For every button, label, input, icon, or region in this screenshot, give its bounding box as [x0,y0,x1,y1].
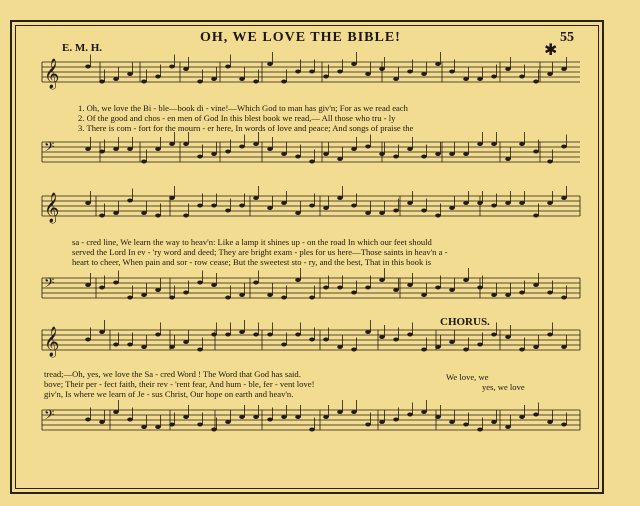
note-head [421,209,427,213]
note-head [113,281,119,285]
note-head [477,343,483,347]
note-head [421,410,427,414]
note-head [113,410,119,414]
bass-clef-icon: 𝄢 [44,407,55,426]
note-head [435,345,441,349]
note-head [449,288,455,292]
note-head [449,152,455,156]
note-head [99,150,105,154]
note-head [407,201,413,205]
note-head [127,343,133,347]
note-head [85,65,91,69]
note-head [281,152,287,156]
note-head [141,425,147,429]
note-head [183,291,189,295]
note-head [337,196,343,200]
note-head [379,278,385,282]
note-head [379,420,385,424]
note-head [85,418,91,422]
lyric-line: 2. Of the good and chos - en men of God In this blest book we read,— All those who tru - ly [78,113,396,123]
note-head [99,80,105,84]
note-head [281,296,287,300]
note-head [463,348,469,352]
note-head [393,338,399,342]
note-head [267,206,273,210]
note-head [547,72,553,76]
note-head [211,77,217,81]
note-head [281,415,287,419]
lyric-line: 1. Oh, we love the Bi - ble—book di - vine!—Which God to man has giv'n; For as we read each [78,103,408,113]
note-head [379,211,385,215]
note-head [421,293,427,297]
note-head [533,413,539,417]
note-head [309,296,315,300]
note-head [491,293,497,297]
note-head [491,75,497,79]
note-head [393,77,399,81]
note-head [309,428,315,432]
note-head [141,160,147,164]
note-head [505,335,511,339]
note-head [169,65,175,69]
note-head [267,293,273,297]
note-head [393,209,399,213]
note-head [533,345,539,349]
note-head [547,291,553,295]
note-head [491,420,497,424]
asterisk-icon: ✱ [544,42,558,59]
note-head [169,345,175,349]
lyric-line: giv'n, Is where we learn of Je - sus Christ, Our hope on earth and heav'n. [44,389,294,399]
note-head [127,418,133,422]
author-initials: E. M. H. [62,42,103,54]
note-head [561,196,567,200]
note-head [421,155,427,159]
note-head [197,80,203,84]
note-head [253,142,259,146]
hymn-title: OH, WE LOVE THE BIBLE! [200,30,401,45]
note-head [127,72,133,76]
note-head [463,201,469,205]
note-head [477,142,483,146]
note-head [337,157,343,161]
note-head [561,296,567,300]
note-head [519,142,525,146]
note-head [211,204,217,208]
note-head [337,410,343,414]
note-head [99,214,105,218]
note-head [519,201,525,205]
note-head [533,214,539,218]
note-head [407,283,413,287]
note-head [295,155,301,159]
note-head [211,283,217,287]
note-head [351,147,357,151]
note-head [491,333,497,337]
note-head [435,286,441,290]
lyric-line: 3. There is com - fort for the mourn - er here, In words of love and peace; And songs of praise the [78,123,414,133]
note-head [99,330,105,334]
note-head [295,415,301,419]
note-head [127,147,133,151]
bass-clef-icon: 𝄢 [44,275,55,294]
note-head [323,75,329,79]
note-head [519,75,525,79]
note-head [421,72,427,76]
note-head [365,211,371,215]
note-head [127,296,133,300]
note-head [407,413,413,417]
note-head [505,293,511,297]
note-head [407,147,413,151]
note-head [85,147,91,151]
note-head [253,333,259,337]
note-head [281,201,287,205]
note-head [407,70,413,74]
note-head [435,62,441,66]
lyric-line: bove; Their per - fect faith, their rev - 'rent fear, And hum - ble, fer - vent love! [44,379,315,389]
note-head [141,80,147,84]
note-head [463,278,469,282]
note-head [155,214,161,218]
note-head [533,80,539,84]
note-head [183,214,189,218]
page-number: 55 [560,30,574,45]
note-head [477,201,483,205]
note-head [239,415,245,419]
note-head [365,72,371,76]
note-head [169,142,175,146]
lyric-line: heart to cheer, When pain and sor - row cease; But the sweetest sto - ry, and the best, That in this book is [72,257,432,267]
note-head [211,428,217,432]
note-head [393,418,399,422]
note-head [505,425,511,429]
note-head [211,152,217,156]
note-head [85,338,91,342]
note-head [421,348,427,352]
note-head [533,150,539,154]
lyric-line: sa - cred line, We learn the way to heav'n: Like a lamp it shines up - on the road In which our feet should [72,237,432,247]
note-head [99,286,105,290]
note-head [239,204,245,208]
note-head [561,67,567,71]
note-head [337,70,343,74]
note-head [113,77,119,81]
note-head [323,415,329,419]
note-head [225,209,231,213]
note-head [323,206,329,210]
note-head [463,77,469,81]
note-head [449,70,455,74]
treble-clef-icon: 𝄞 [44,327,60,357]
note-head [155,425,161,429]
note-head [379,152,385,156]
note-head [435,415,441,419]
note-head [491,142,497,146]
note-head [239,293,245,297]
note-head [407,333,413,337]
note-head [309,70,315,74]
note-head [239,77,245,81]
note-head [449,340,455,344]
bass-clef-icon: 𝄢 [44,139,55,158]
note-head [505,201,511,205]
note-head [267,418,273,422]
note-head [85,201,91,205]
note-head [225,296,231,300]
note-head [113,211,119,215]
note-head [547,160,553,164]
note-head [477,77,483,81]
note-head [491,204,497,208]
note-head [113,147,119,151]
note-head [197,281,203,285]
note-head [281,343,287,347]
note-head [379,335,385,339]
note-head [141,211,147,215]
note-head [295,278,301,282]
note-head [351,62,357,66]
chorus-lyric: yes, we love [482,382,525,392]
note-head [547,201,553,205]
note-head [99,420,105,424]
note-head [323,338,329,342]
note-head [323,286,329,290]
lyric-line: served the Lord In ev - 'ry word and deed; They are bright exam - ples for us here—Those saints in heav'n a - [72,247,448,257]
note-head [365,423,371,427]
chorus-label: CHORUS. [440,316,490,328]
note-head [337,345,343,349]
note-head [351,410,357,414]
note-head [253,80,259,84]
note-head [183,340,189,344]
note-head [393,155,399,159]
note-head [351,291,357,295]
note-head [267,333,273,337]
note-head [561,345,567,349]
note-head [155,147,161,151]
note-head [225,333,231,337]
note-head [295,211,301,215]
treble-clef-icon: 𝄞 [44,59,60,89]
note-head [281,80,287,84]
chorus-lyric: We love, we [446,372,489,382]
note-head [253,196,259,200]
note-head [533,283,539,287]
note-head [141,345,147,349]
note-head [449,420,455,424]
note-head [547,420,553,424]
note-head [477,286,483,290]
note-head [337,286,343,290]
note-head [547,333,553,337]
note-head [379,67,385,71]
note-head [519,348,525,352]
note-head [183,142,189,146]
note-head [561,145,567,149]
note-head [365,330,371,334]
note-head [463,152,469,156]
note-head [477,428,483,432]
note-head [197,155,203,159]
note-head [197,423,203,427]
note-head [365,286,371,290]
note-head [295,333,301,337]
note-head [225,150,231,154]
note-head [561,423,567,427]
note-head [225,65,231,69]
note-head [239,330,245,334]
note-head [365,145,371,149]
note-head [463,423,469,427]
note-head [267,147,273,151]
note-head [155,75,161,79]
note-head [323,152,329,156]
note-head [85,283,91,287]
note-head [519,291,525,295]
note-head [351,348,357,352]
note-head [449,206,455,210]
note-head [253,281,259,285]
note-head [253,415,259,419]
note-head [267,62,273,66]
note-head [519,415,525,419]
note-head [351,204,357,208]
note-head [155,288,161,292]
note-head [309,338,315,342]
note-head [183,67,189,71]
note-head [127,199,133,203]
note-head [141,293,147,297]
note-head [113,343,119,347]
note-head [169,296,175,300]
note-head [239,145,245,149]
note-head [183,415,189,419]
note-head [197,348,203,352]
note-head [505,157,511,161]
note-head [435,152,441,156]
note-head [155,333,161,337]
lyric-line: tread;—Oh, yes, we love the Sa - cred Word ! The Word that God has said. [44,369,301,379]
note-head [309,160,315,164]
note-head [225,420,231,424]
treble-clef-icon: 𝄞 [44,193,60,223]
note-head [435,214,441,218]
note-head [197,204,203,208]
note-head [169,196,175,200]
note-head [295,70,301,74]
note-head [309,204,315,208]
note-head [211,333,217,337]
note-head [505,67,511,71]
note-head [393,288,399,292]
note-head [169,423,175,427]
